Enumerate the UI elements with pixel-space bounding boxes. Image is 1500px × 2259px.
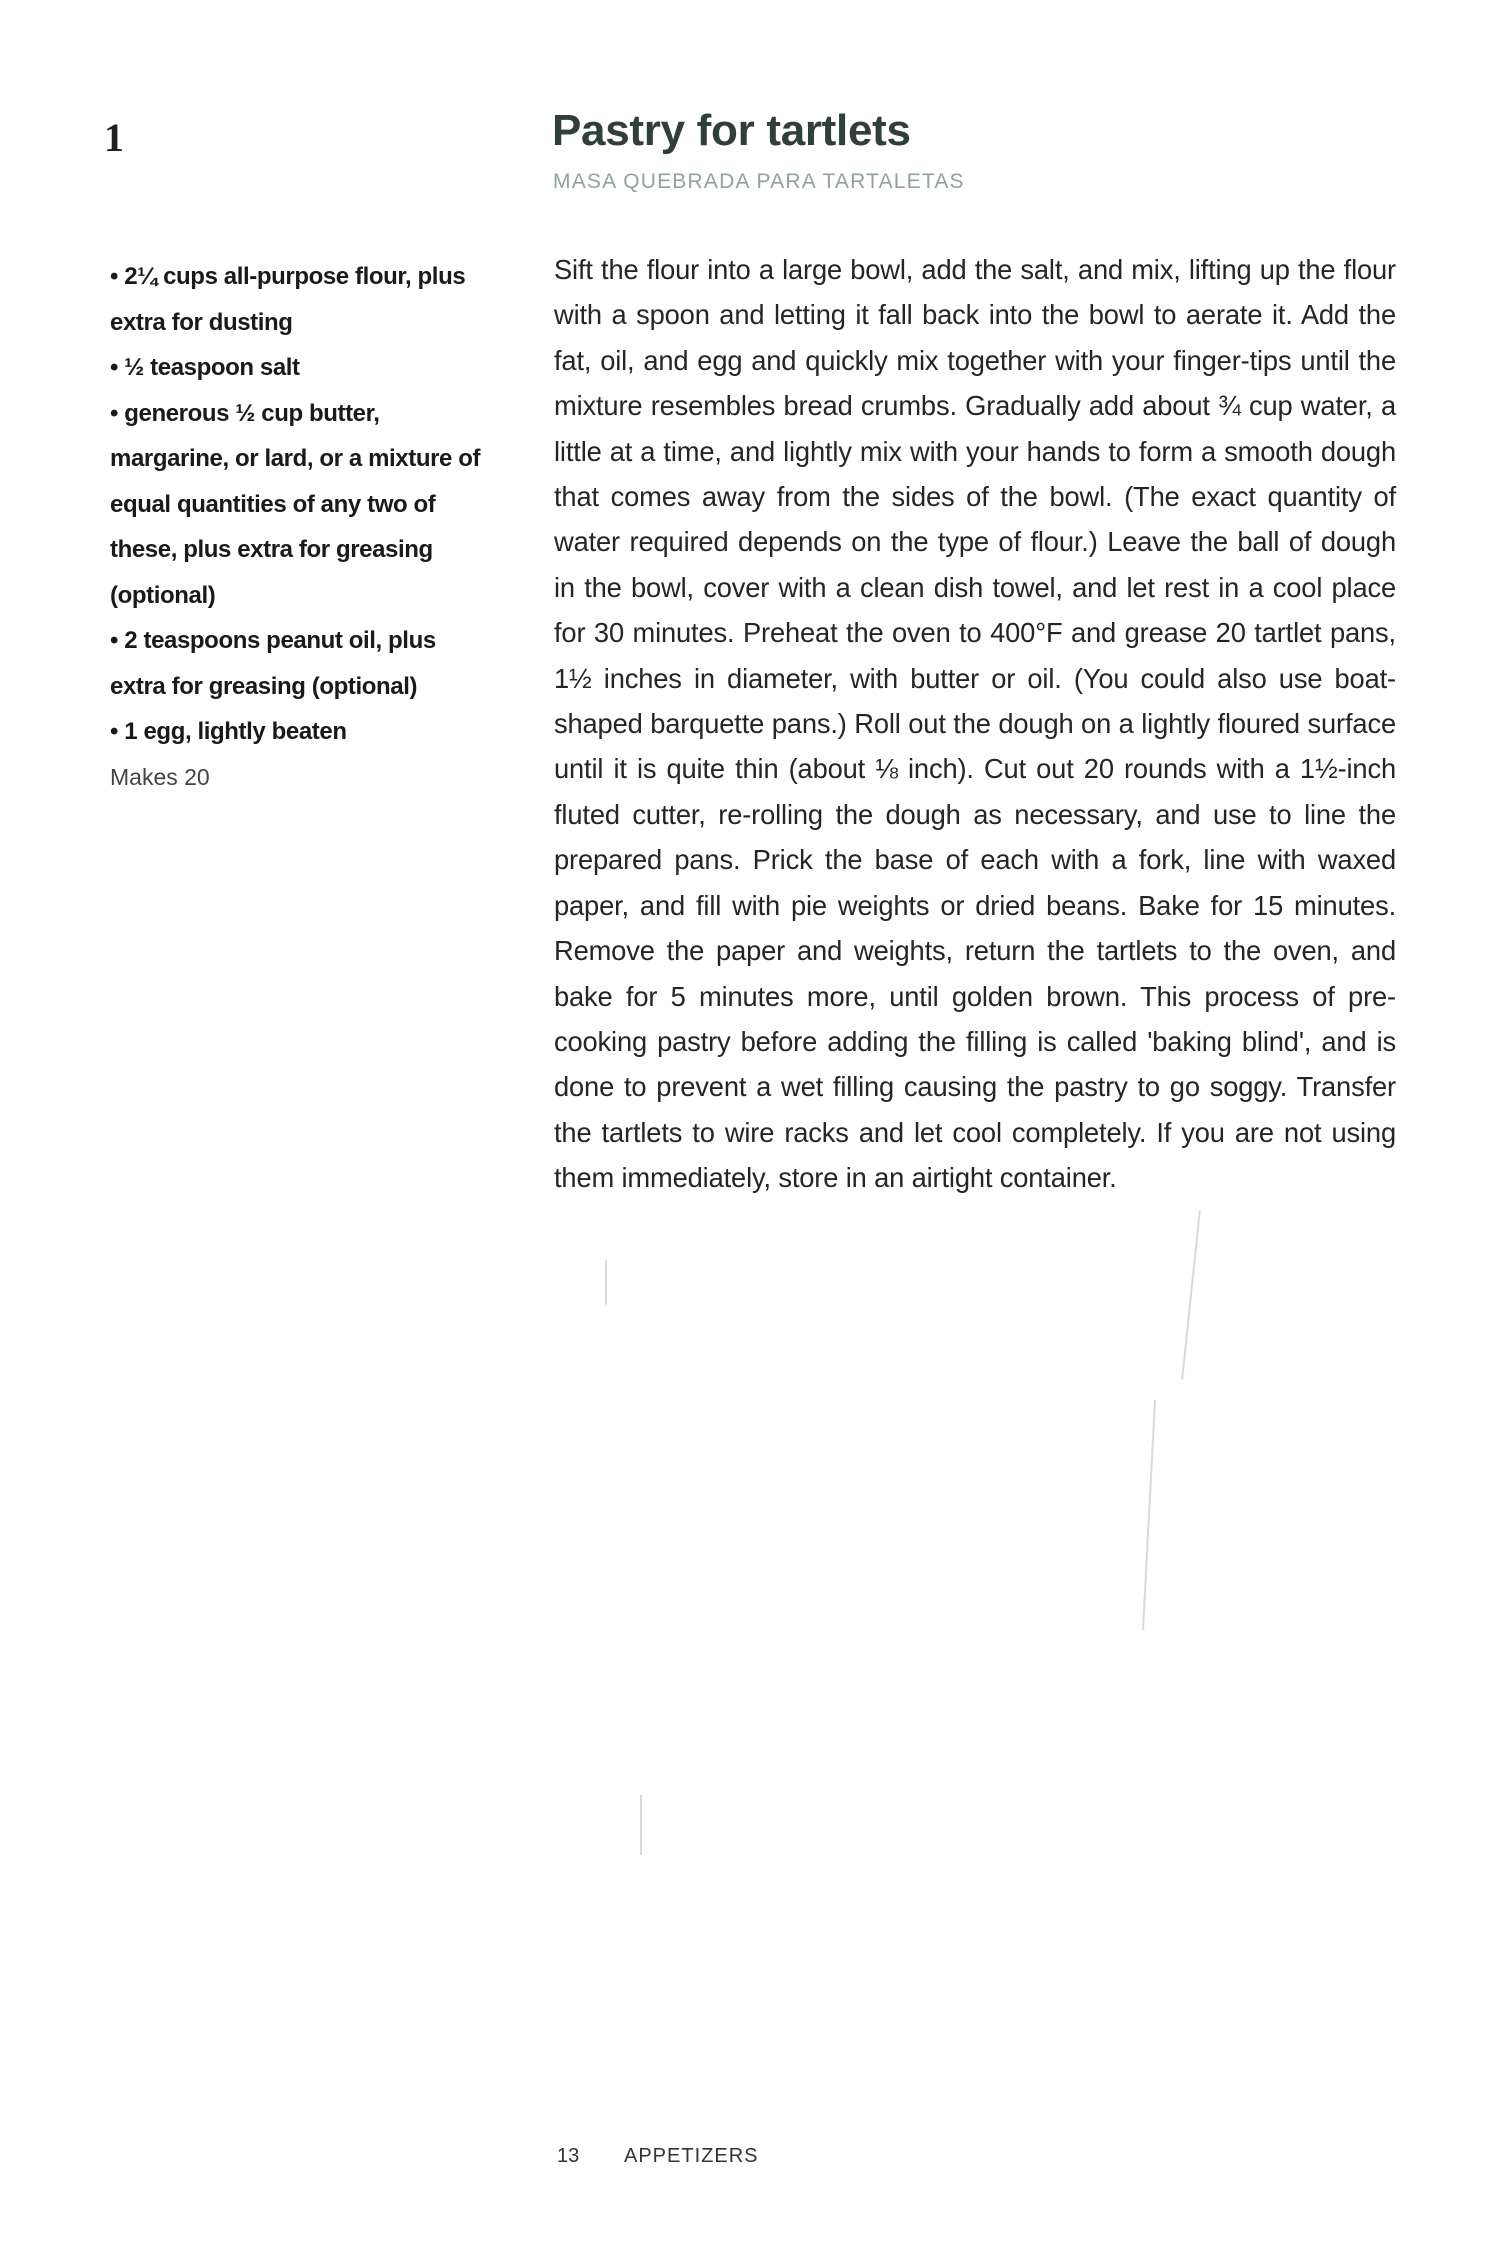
scan-streak	[1142, 1400, 1156, 1630]
ingredient-list	[90, 254, 490, 755]
recipe-yield: Makes 20	[110, 764, 210, 790]
scan-streak	[640, 1795, 642, 1855]
footer-section-name: APPETIZERS	[624, 2145, 759, 2167]
ingredient-item: • 2 teaspoons peanut oil, plus extra for greasing (optional)	[110, 627, 436, 700]
recipe-title: Pastry for tartlets	[552, 106, 911, 155]
method-text: Sift the flour into a large bowl, add the salt, and mix, lifting up the flour with a spoon and letting it fall back into the bowl to aerate it. Add the fat, oil, and egg and quickly mix together with your finger-tips until the mixture resembles bread crumbs. Gradually add about ¾ cup water, a little at a time, and lightly mix with your hands to form a smooth dough that comes away from the sides of the bowl. (The exact quantity of water required depends on the type of flour.) Leave the ball of dough in the bowl, cover with a clean dish towel, and let rest in a cool place for 30 minutes. Preheat the oven to 400°F and grease 20 tartlet pans, 1½ inches in diameter, with butter or oil. (You could also use boat-shaped barquette pans.) Roll out the dough on a lightly floured surface until it is quite thin (about ⅛ inch). Cut out 20 rounds with a 1½-inch fluted cutter, re-rolling the dough as necessary, and use to line the prepared pans. Prick the base of each with a fork, line with waxed paper, and fill with pie weights or dried beans. Bake for 15 minutes. Remove the paper and weights, return the tartlets to the oven, and bake for 5 minutes more, until golden brown. This process of pre-cooking pastry before adding the filling is called 'baking blind', and is done to prevent a wet filling causing the pastry to go soggy. Transfer the tartlets to wire racks and let cool completely. If you are not using them immediately, store in an airtight container.	[554, 254, 1396, 1194]
footer-page-number: 13	[557, 2145, 580, 2167]
scan-streak	[1181, 1210, 1201, 1379]
ingredient-item: • 1 egg, lightly beaten	[110, 718, 347, 745]
recipe-number: 1	[104, 115, 124, 160]
scan-streak	[605, 1260, 607, 1305]
ingredient-item: • ½ teaspoon salt	[110, 354, 300, 381]
ingredient-item: • generous ½ cup butter, margarine, or lard, or a mixture of equal quantities of any two of these, plus extra for greasing (optional)	[110, 399, 481, 609]
recipe-subtitle: MASA QUEBRADA PARA TARTALETAS	[553, 170, 965, 193]
ingredient-item: • 2¼ cups all-purpose flour, plus extra for dusting	[110, 263, 466, 336]
